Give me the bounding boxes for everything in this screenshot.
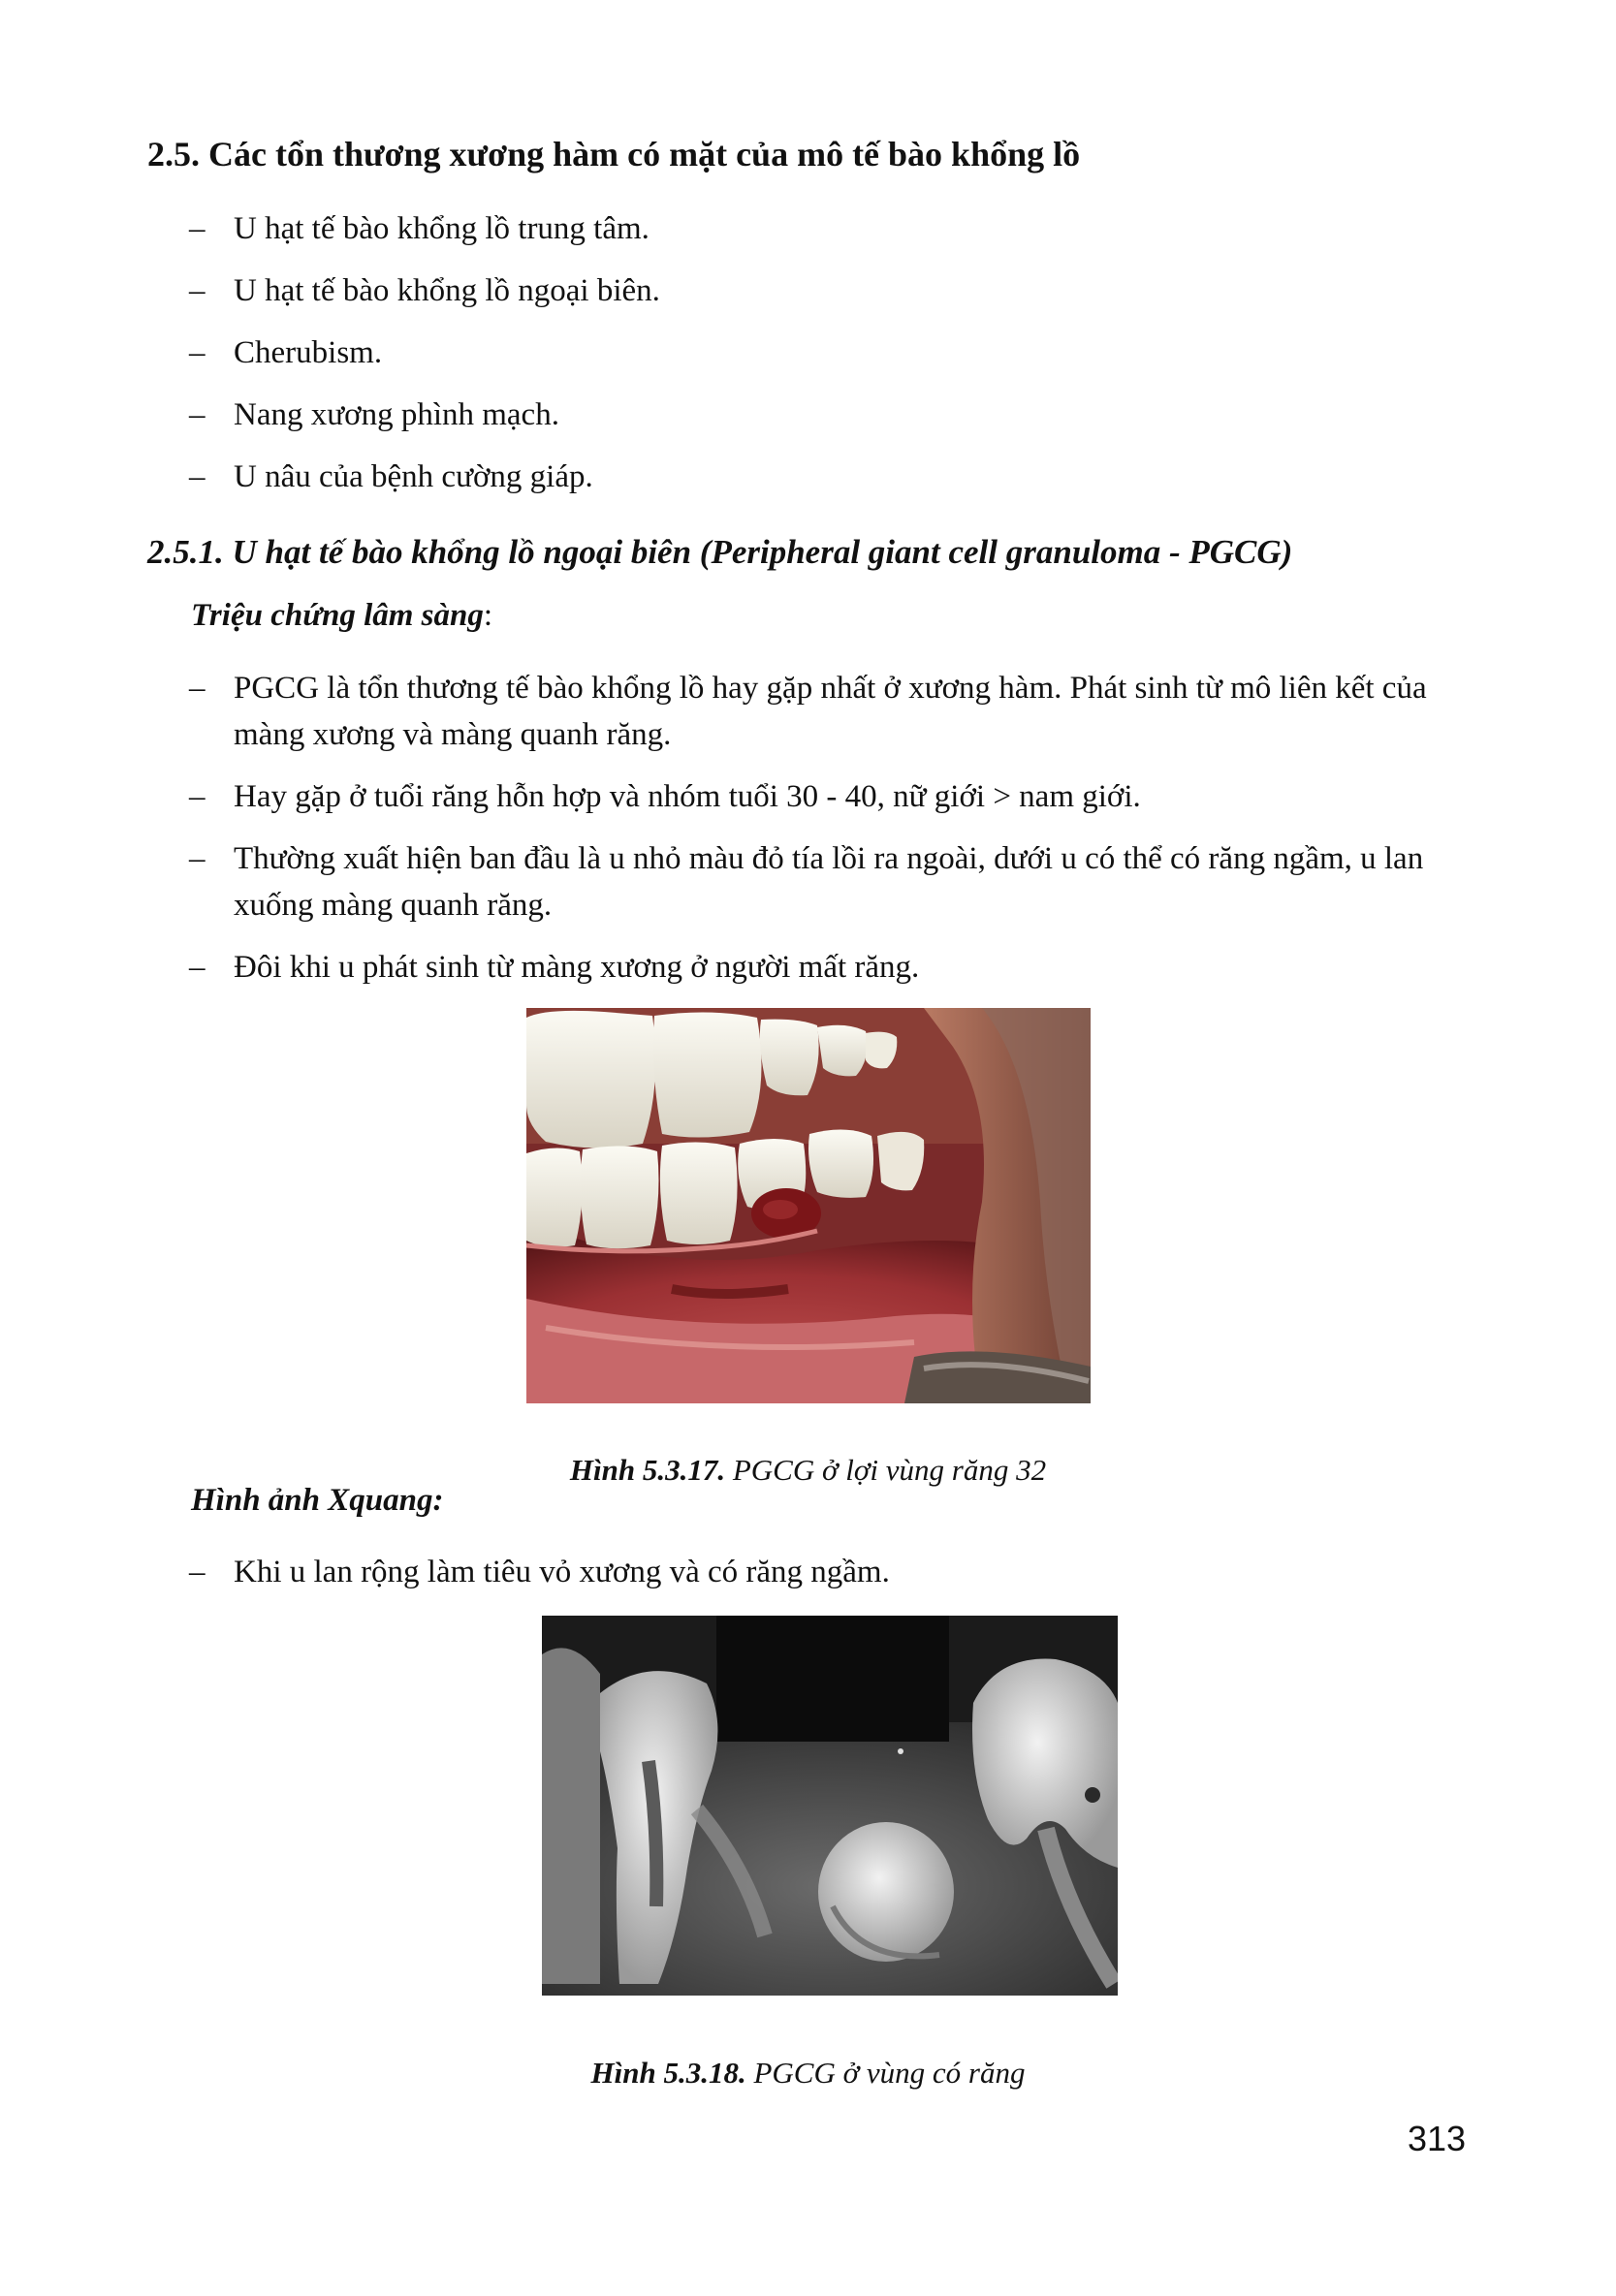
subsection-heading: 2.5.1. U hạt tế bào khổng lồ ngoại biên (Peripheral giant cell granuloma - PGCG) — [147, 533, 1293, 571]
radiograph-illustration — [542, 1616, 1118, 1996]
clinical-symptoms-label: Triệu chứng lâm sàng: — [191, 598, 493, 633]
list-item: – U hạt tế bào khổng lồ ngoại biên. — [189, 267, 1478, 330]
gingival-lesion-photo — [526, 1008, 1091, 1403]
xray-findings-list — [189, 1549, 1478, 1595]
section-heading: 2.5. Các tổn thương xương hàm có mặt của mô tế bào khổng lồ — [147, 135, 1081, 173]
gingival-lesion-illustration — [526, 1008, 1091, 1403]
dash-bullet: – — [189, 273, 206, 308]
page-number: 313 — [1408, 2119, 1467, 2158]
clinical-symptoms-list — [189, 665, 1478, 1006]
dash-bullet: – — [189, 335, 206, 370]
dash-bullet: – — [189, 459, 206, 494]
dash-bullet: – — [189, 671, 206, 706]
list-item: – Hay gặp ở tuổi răng hỗn hợp và nhóm tuổi 30 - 40, nữ giới > nam giới. — [189, 773, 1478, 820]
lesion-type-list — [189, 205, 1478, 516]
list-item: – Đôi khi u phát sinh từ màng xương ở người mất răng. — [189, 944, 1478, 991]
figure-caption: Hình 5.3.18. PGCG ở vùng có răng — [590, 2056, 1026, 2090]
list-item: – Cherubism. — [189, 330, 1478, 392]
xray-findings-label: Hình ảnh Xquang: — [191, 1483, 444, 1518]
dash-bullet: – — [189, 211, 206, 246]
list-item: – Khi u lan rộng làm tiêu vỏ xương và có răng ngầm. — [189, 1549, 1478, 1595]
dash-bullet: – — [189, 841, 206, 876]
figure-caption: Hình 5.3.17. PGCG ở lợi vùng răng 32 — [569, 1453, 1047, 1487]
list-item: – PGCG là tổn thương tế bào khổng lồ hay gặp nhất ở xương hàm. Phát sinh từ mô liên kết của màng xương và màng quanh răng. — [189, 665, 1478, 758]
list-item: – Nang xương phình mạch. — [189, 392, 1478, 454]
radiograph-image — [542, 1616, 1118, 1996]
list-item: – U nâu của bệnh cường giáp. — [189, 454, 1478, 516]
list-item: – Thường xuất hiện ban đầu là u nhỏ màu đỏ tía lồi ra ngoài, dưới u có thể có răng ngầm, u lan xuống màng quanh răng. — [189, 835, 1478, 928]
dash-bullet: – — [189, 1555, 206, 1589]
dash-bullet: – — [189, 779, 206, 814]
dash-bullet: – — [189, 950, 206, 985]
dash-bullet: – — [189, 397, 206, 432]
list-item: – U hạt tế bào khổng lồ trung tâm. — [189, 205, 1478, 267]
